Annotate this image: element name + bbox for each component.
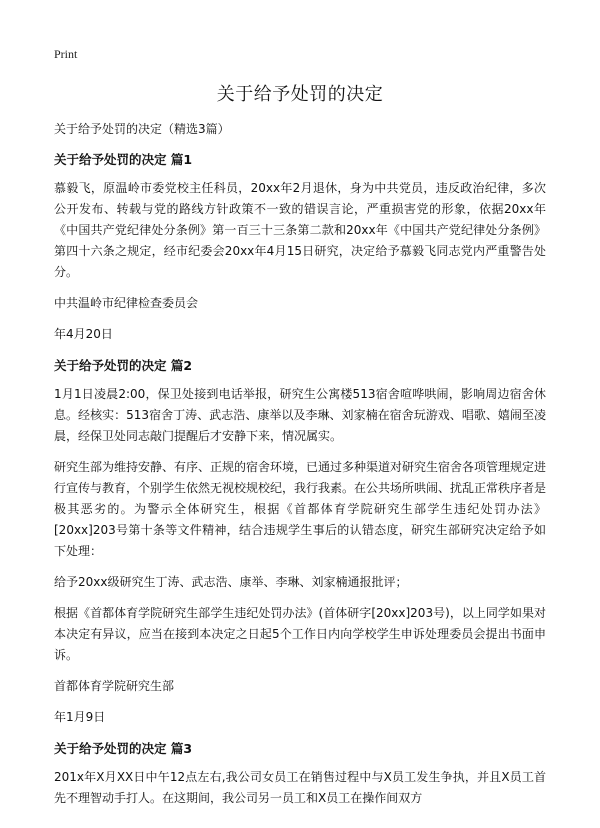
section-heading: 关于给予处罚的决定 篇3 [54, 741, 193, 756]
body-paragraph: 给予20xx级研究生丁涛、武志浩、康举、李琳、刘家楠通报批评； [54, 575, 408, 589]
print-link[interactable]: Print [54, 47, 78, 61]
section-heading: 关于给予处罚的决定 篇2 [54, 358, 193, 373]
signature-organization: 首都体育学院研究生部 [54, 679, 175, 693]
body-paragraph: 慕毅飞，原温岭市委党校主任科员，20xx年2月退休，身为中共党员，违反政治纪律，多次公开发布、转载与党的路线方针政策不一致的错误言论，严重损害党的形象，依据20xx年《中国共产党纪律处分条例》第一百三十三条第二款和20xx年《中国共产党纪律处分条例》第四十六条之规定，经市纪委会20xx年4月15日研究，决定给予慕毅飞同志党内严重警告处分。 [54, 181, 546, 279]
document-subtitle: 关于给予处罚的决定（精选3篇） [54, 122, 230, 136]
body-paragraph: 1月1日凌晨2:00，保卫处接到电话举报，研究生公寓楼513宿舍喧哗哄闹，影响周边宿舍休息。经核实：513宿舍丁涛、武志浩、康举以及李琳、刘家楠在宿舍玩游戏、唱歌、嬉闹至凌晨，经保卫处同志敲门提醒后才安静下来，情况属实。 [54, 387, 546, 443]
signature-date: 年1月9日 [54, 710, 106, 724]
body-paragraph: 201x年X月XX日中午12点左右,我公司女员工在销售过程中与X员工发生争执，并且X员工首先不理智动手打人。在这期间，我公司另一员工和X员工在操作间双方 [54, 770, 546, 805]
document-title: 关于给予处罚的决定 [216, 84, 384, 105]
body-paragraph: 根据《首都体育学院研究生部学生违纪处罚办法》(首体研字[20xx]203号)，以上同学如果对本决定有异议，应当在接到本决定之日起5个工作日内向学校学生申诉处理委员会提出书面申诉。 [54, 606, 546, 662]
body-paragraph: 研究生部为维持安静、有序、正规的宿舍环境，已通过多种渠道对研究生宿舍各项管理规定进行宣传与教育，个别学生依然无视校规校纪，我行我素。在公共场所哄闹、扰乱正常秩序者是极其恶劣的。为警示全体研究生，根据《首都体育学院研究生部学生违纪处罚办法》[20xx]203号第十条等文件精神，结合违规学生事后的认错态度，研究生部研究决定给予如下处理： [54, 460, 547, 558]
document-body [54, 119, 546, 819]
signature-date: 年4月20日 [54, 327, 113, 341]
signature-organization: 中共温岭市纪律检查委员会 [54, 296, 199, 310]
section-heading: 关于给予处罚的决定 篇1 [54, 152, 193, 167]
